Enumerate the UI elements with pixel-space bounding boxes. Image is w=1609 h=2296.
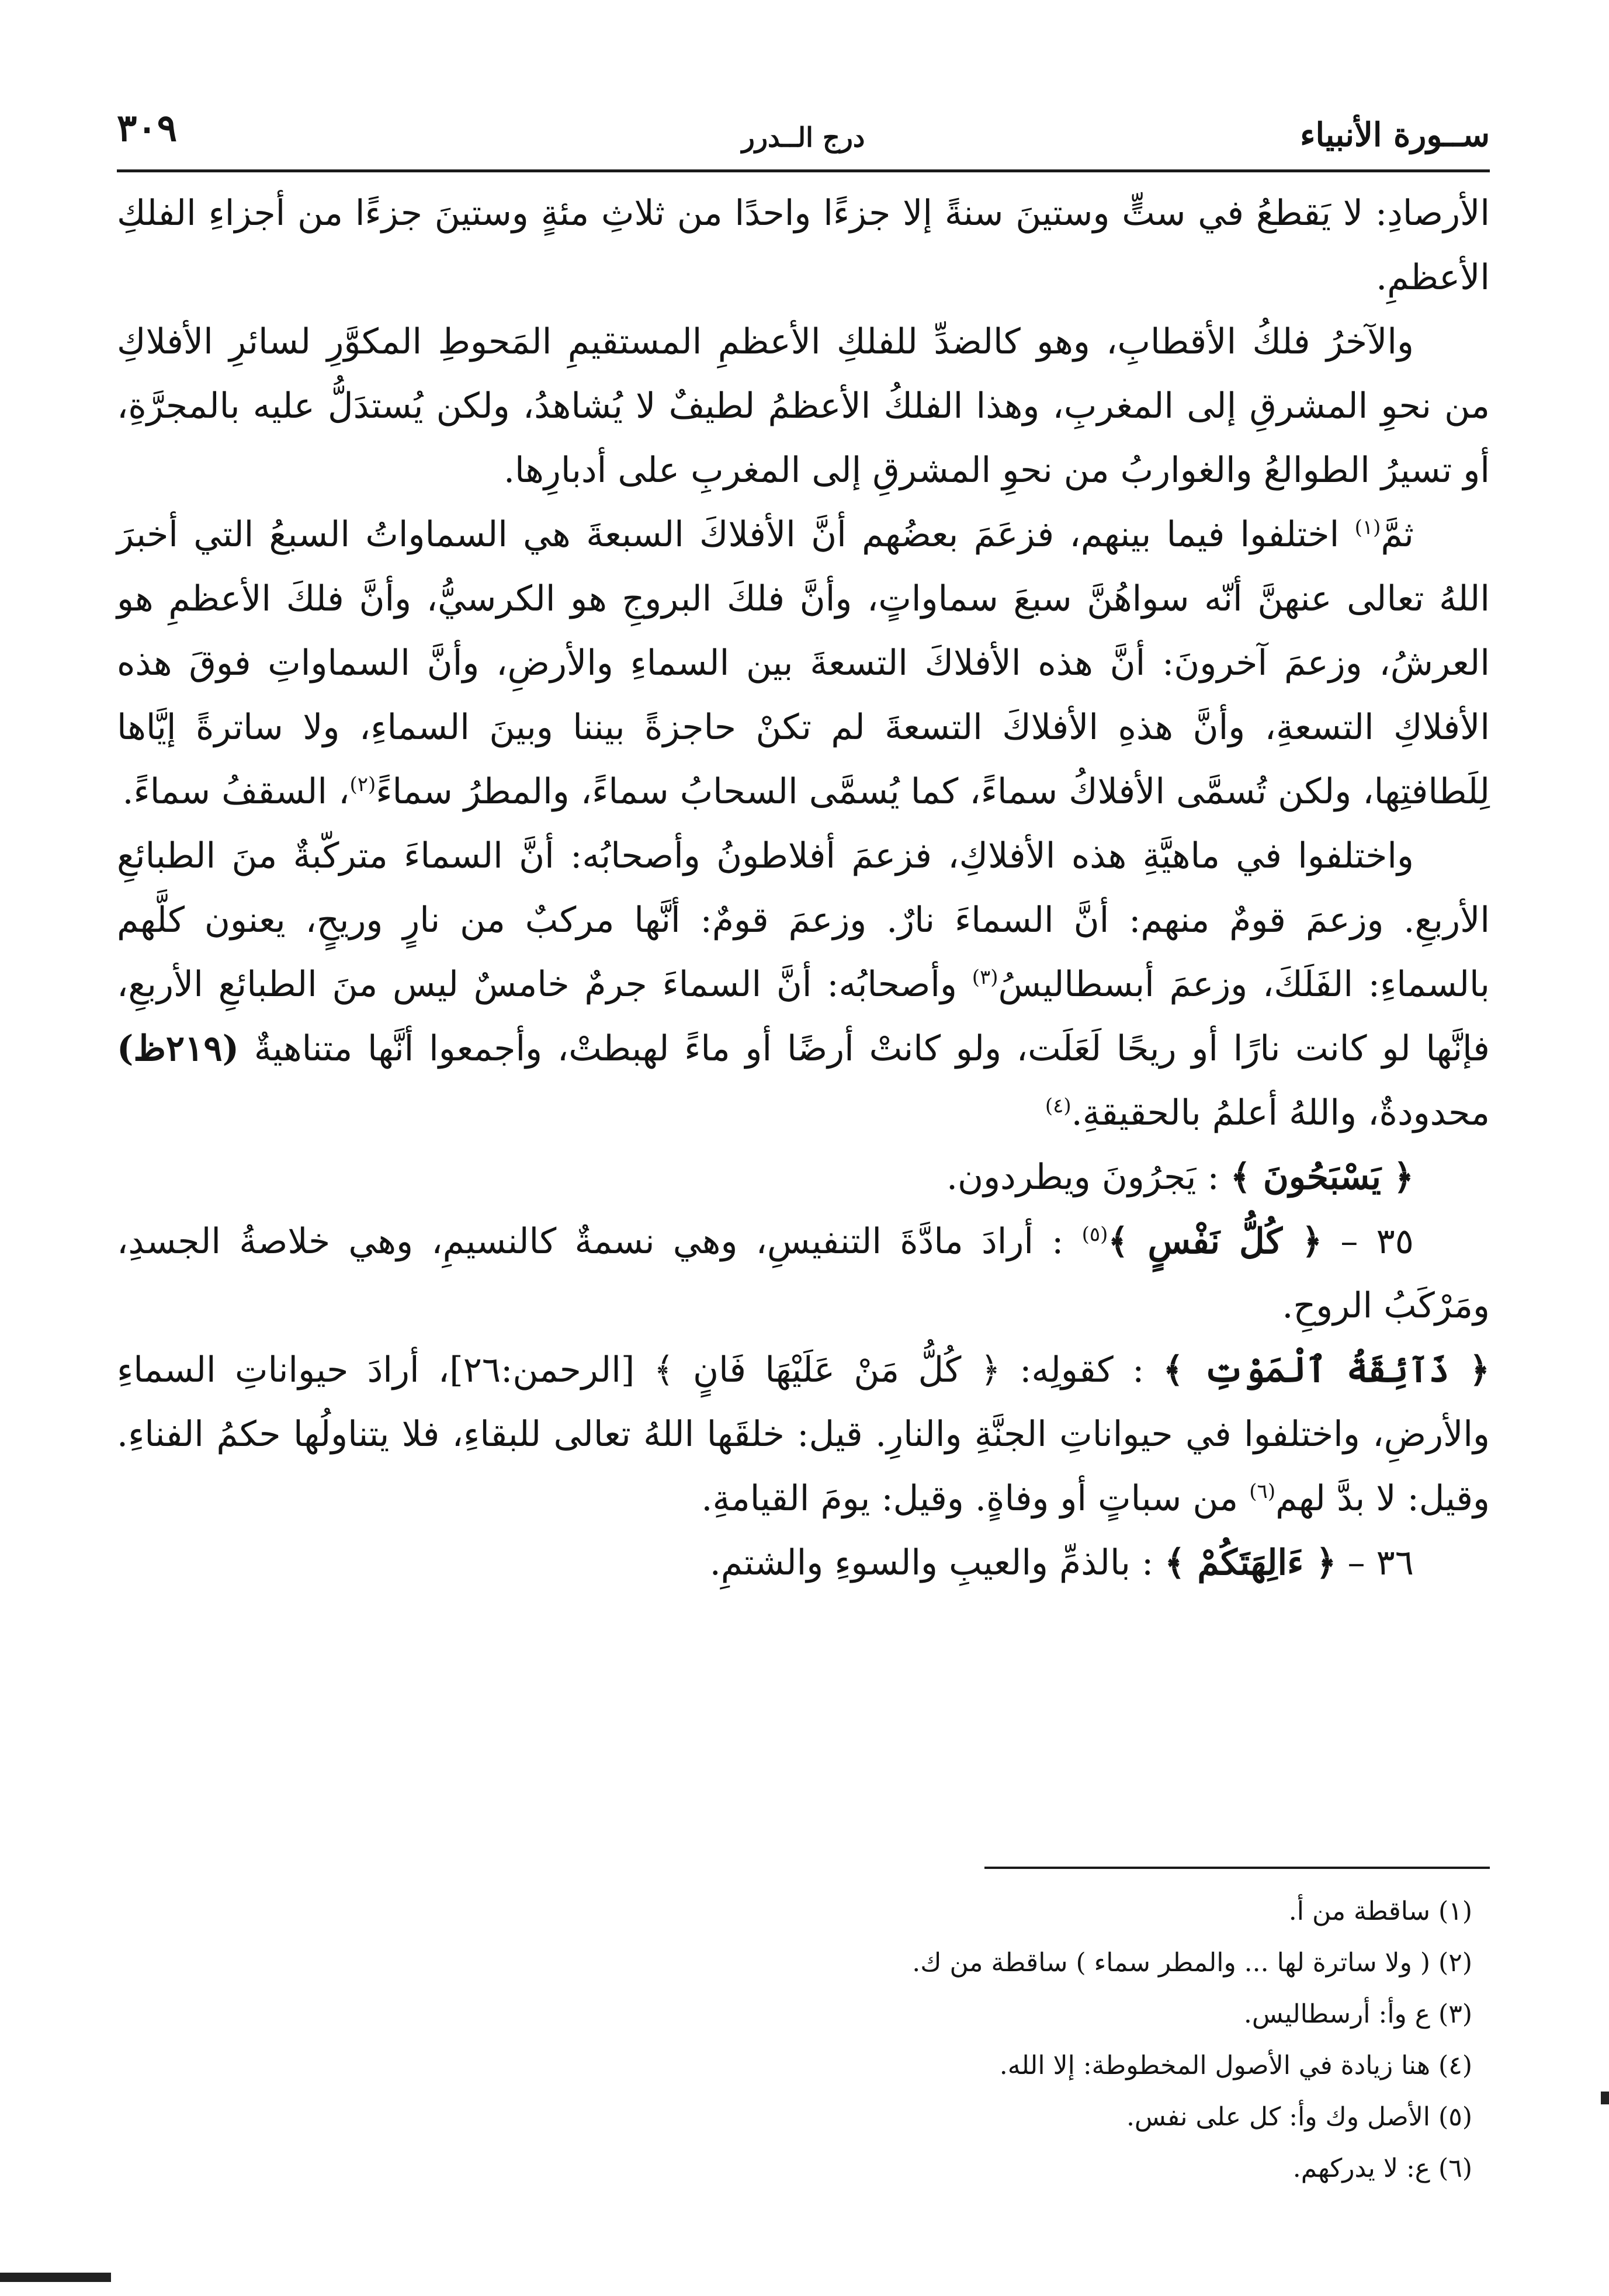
paragraph: والآخرُ فلكُ الأقطابِ، وهو كالضدِّ للفلكِ الأعظمِ المستقيمِ المَحوطِ المكوَّرِ لسائرِ الأفلاكِ من نحوِ المشرقِ إلى المغربِ، وهذا الفلكُ الأعظمُ لطيفٌ لا يُشاهدُ، ولكن يُستدَلُّ عليه بالمجرَّةِ، أو تسيرُ الطوالعُ والغواربُ من نحوِ المشرقِ إلى المغربِ على أدبارِها. xyxy=(117,321,1490,491)
manuscript-folio-marker: (٢١٩ظ) xyxy=(117,1028,239,1069)
book-title: درج الــدرر xyxy=(741,122,865,153)
footnote: (٦) ع: لا يدركهم. xyxy=(1292,2153,1472,2183)
footnote-ref: (٦) xyxy=(1249,1480,1276,1503)
footnote: (٢) ( ولا ساترة لها ... والمطر سماء ) ساقطة من ك. xyxy=(912,1948,1472,1978)
page-number: ٣٠٩ xyxy=(117,106,178,150)
verse-number: ٣٦ – xyxy=(1336,1542,1414,1583)
commentary-entry: ٣٥ – ﴿ كُلُّ نَفْسٍ ﴾$^{(٥)}$ : أرادَ مادَّةَ التنفيسِ، وهي نسمةٌ كالنسيمِ، وهي خلاصةُ الجسدِ، ومَرْكَبُ الروحِ. xyxy=(117,1221,1490,1326)
footnote: (٣) ع وأ: أرسطاليس. xyxy=(1243,1999,1472,2029)
footnote: (١) ساقطة من أ. xyxy=(1288,1896,1472,1926)
verse-number: ٣٥ – xyxy=(1322,1221,1414,1262)
footnotes xyxy=(117,1886,1490,2194)
quran-phrase: ﴿ ذَآئِقَةُ ٱلْمَوْتِ ﴾ xyxy=(1163,1350,1490,1390)
paragraph: ثمَّ$^{(١)}$ اختلفوا فيما بينهم، فزعَمَ بعضُهم أنَّ الأفلاكَ السبعةَ هي السماواتُ السبعُ التي أخبرَ اللهُ تعالى عنهنَّ أنّه سواهُنَّ سبعَ سماواتٍ، وأنَّ فلكَ البروجِ هو الكرسيُّ، وأنَّ فلكَ الأعظمِ هو العرشُ، وزعمَ آخرونَ: أنَّ هذه الأفلاكَ التسعةَ بين السماءِ والأرضِ، وأنَّ السماواتِ فوقَ هذه الأفلاكِ التسعةِ، وأنَّ هذهِ الأفلاكَ التسعةَ لم تكنْ حاجزةً بيننا وبينَ السماءِ، ولا ساترةً إيَّاها لِلَطافتِها، ولكن تُسمَّى الأفلاكُ سماءً، كما يُسمَّى السحابُ سماءً، والمطرُ سماءً$^{(٢)}$، السقفُ سماءً. xyxy=(117,514,1490,812)
scan-edge-mark xyxy=(0,2273,111,2282)
commentary-entry: ٣٦ – ﴿ ءَالِهَتَكُمْ ﴾ : بالذمِّ والعيبِ والسوءِ والشتمِ. xyxy=(709,1542,1414,1583)
paragraph: واختلفوا في ماهيَّةِ هذه الأفلاكِ، فزعمَ أفلاطونُ وأصحابُه: أنَّ السماءَ متركّبةٌ منَ الطبائعِ الأربعِ. وزعمَ قومٌ منهم: أنَّ السماءَ نارٌ. وزعمَ قومٌ: أنَّها مركبٌ من نارٍ وريحٍ، يعنون كلَّهم بالسماءِ: الفَلَكَ، وزعمَ أبسطاليسُ$^{(٣)}$ وأصحابُه: أنَّ السماءَ جرمٌ خامسٌ ليس منَ الطبائعِ الأربعِ، فإنَّها لو كانت نارًا أو ريحًا لَعَلَت، ولو كانتْ أرضًا أو ماءً لهبطتْ، وأجمعوا أنَّها متناهيةٌ (٢١٩ظ) محدودةٌ، واللهُ أعلمُ بالحقيقةِ.$^{(٤)}$ xyxy=(117,835,1490,1133)
quran-phrase: ﴿ ءَالِهَتَكُمْ ﴾ xyxy=(1164,1542,1337,1583)
footnote: (٥) الأصل وك وأ: كل على نفس. xyxy=(1126,2102,1472,2132)
footnote-ref: (٤) xyxy=(1045,1094,1071,1118)
footnote-ref: (٥) xyxy=(1081,1223,1108,1246)
page-header xyxy=(117,100,1490,165)
footnote-ref: (١) xyxy=(1354,516,1381,539)
scan-edge-mark xyxy=(1601,2092,1609,2104)
footnote: (٤) هنا زيادة في الأصول المخطوطة: إلا الله. xyxy=(999,2051,1472,2080)
footnote-ref: (٢) xyxy=(349,773,376,796)
commentary-entry: ﴿ ذَآئِقَةُ ٱلْمَوْتِ ﴾ : كقولِه: ﴿ كُلُّ مَنْ عَلَيْهَا فَانٍ ﴾ [الرحمن:٢٦]، أرادَ حيواناتِ السماءِ والأرضِ، واختلفوا في حيواناتِ الجنَّةِ والنارِ. قيل: خلقَها اللهُ تعالى للبقاءِ، فلا يتناولُها حكمُ الفناءِ. وقيل: لا بدَّ لهم$^{(٦)}$ من سباتٍ أو وفاةٍ. وقيل: يومَ القيامةِ. xyxy=(117,1350,1490,1519)
footnote-ref: (٣) xyxy=(972,966,998,989)
header-rule xyxy=(117,169,1490,172)
commentary-entry: ﴿ يَسْبَحُونَ ﴾ : يَجرُونَ ويطردون. xyxy=(946,1157,1414,1198)
quran-phrase: ﴿ كُلُّ نَفْسٍ ﴾ xyxy=(1108,1221,1323,1262)
paragraph: الأرصادِ: لا يَقطعُ في ستٍّ وستينَ سنةً إلا جزءًا واحدًا من ثلاثِ مئةٍ وستينَ جزءًا من أجزاءِ الفلكِ الأعظمِ. xyxy=(117,193,1490,298)
quran-phrase: ﴿ يَسْبَحُونَ ﴾ xyxy=(1230,1157,1414,1198)
footnote-separator xyxy=(984,1867,1490,1869)
main-text xyxy=(117,181,1490,1595)
surah-title: ســورة الأنبياء xyxy=(1300,116,1490,154)
